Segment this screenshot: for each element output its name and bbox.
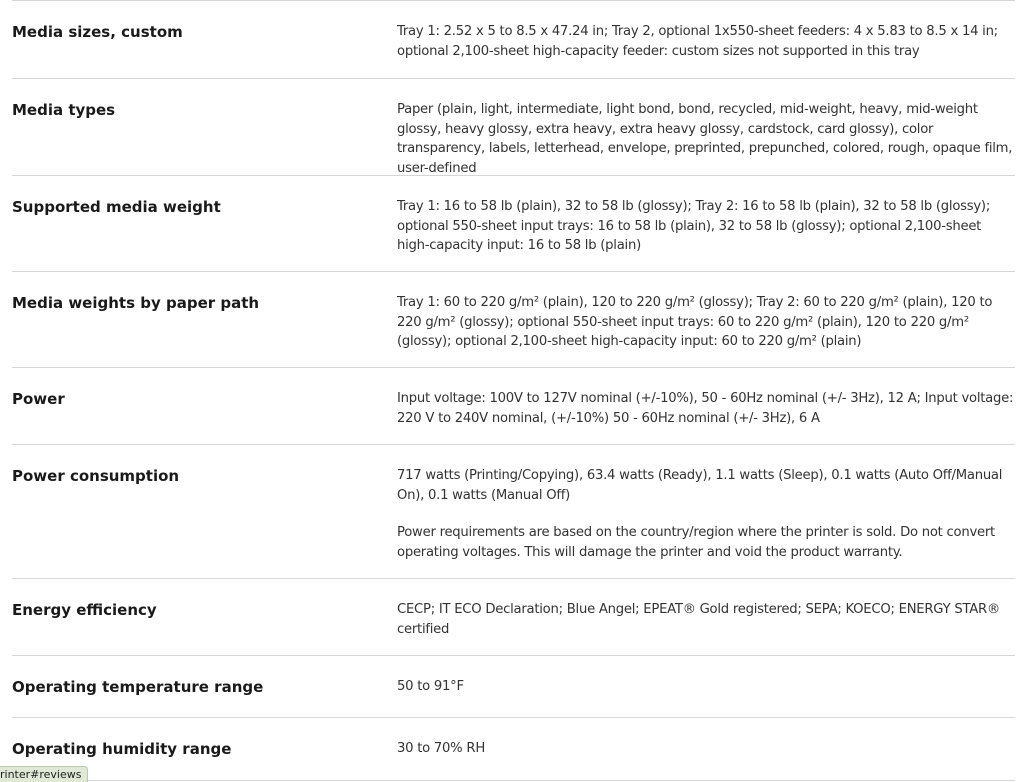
spec-row-power-consumption: [12, 445, 1015, 579]
specifications-table: [12, 0, 1015, 781]
spec-value-text: 30 to 70% RH: [397, 741, 485, 756]
link-status-url: rinter#reviews: [0, 766, 88, 782]
spec-row-operating-humidity-range: [12, 718, 1015, 781]
spec-label: Supported media weight: [12, 198, 221, 216]
spec-value: [397, 272, 1015, 367]
spec-label: Power: [12, 390, 65, 408]
spec-value: [397, 579, 1015, 655]
spec-row-media-sizes-custom: [12, 1, 1015, 79]
spec-row-media-weights-by-paper-path: [12, 272, 1015, 368]
spec-label: Power consumption: [12, 467, 180, 485]
spec-value-text: Paper (plain, light, intermediate, light bond, bond, recycled, mid-weight, heavy, mid-weight glossy, heavy glossy, extra heavy, extra heavy glossy, cardstock, card glossy), color transparency, labels, letterhead, envelope, preprinted, prepunched, colored, rough, opaque film, user-defined: [397, 102, 1013, 176]
spec-value-text: 50 to 91°F: [397, 679, 464, 694]
spec-value-text: 717 watts (Printing/Copying), 63.4 watts (Ready), 1.1 watts (Sleep), 0.1 watts (Auto Off/Manual On), 0.1 watts (Manual Off): [397, 468, 1003, 503]
spec-value: [397, 1, 1015, 78]
spec-row-energy-efficiency: [12, 579, 1015, 656]
spec-value: [397, 656, 1015, 717]
spec-value-text: Tray 1: 2.52 x 5 to 8.5 x 47.24 in; Tray 2, optional 1x550-sheet feeders: 4 x 5.83 to 8.5 x 14 in; optional 2,100-sheet high-capacity feeder: custom sizes not supported in this tray: [397, 24, 998, 59]
spec-label: Energy efficiency: [12, 601, 157, 619]
spec-row-media-types: [12, 79, 1015, 176]
spec-value-text: Tray 1: 16 to 58 lb (plain), 32 to 58 lb (glossy); Tray 2: 16 to 58 lb (plain), 32 to 58 lb (glossy); optional 550-sheet input trays: 16 to 58 lb (plain), 32 to 58 lb (glossy); optional 2,100-sheet high-capacity input: 16 to 58 lb (plain): [397, 199, 991, 254]
spec-value-text: Input voltage: 100V to 127V nominal (+/-10%), 50 - 60Hz nominal (+/- 3Hz), 12 A; Input voltage: 220 V to 240V nominal, (+/-10%) 50 - 60Hz nominal (+/- 3Hz), 6 A: [397, 391, 1014, 426]
spec-label: Media types: [12, 101, 116, 119]
spec-value: [397, 176, 1015, 271]
spec-label: Operating temperature range: [12, 678, 264, 696]
spec-value: [397, 368, 1015, 444]
spec-row-power: [12, 368, 1015, 445]
spec-value-note: Power requirements are based on the country/region where the printer is sold. Do not convert operating voltages. This will damage the printer and void the product warranty.: [397, 525, 995, 560]
spec-row-operating-temperature-range: [12, 656, 1015, 718]
spec-value: [397, 445, 1015, 578]
spec-value: [397, 718, 1015, 780]
spec-value-text: CECP; IT ECO Declaration; Blue Angel; EPEAT® Gold registered; SEPA; KOECO; ENERGY STAR® certified: [397, 602, 1000, 637]
spec-row-supported-media-weight: [12, 176, 1015, 272]
spec-value-text: Tray 1: 60 to 220 g/m² (plain), 120 to 220 g/m² (glossy); Tray 2: 60 to 220 g/m² (plain), 120 to 220 g/m² (glossy); optional 550-sheet input trays: 60 to 220 g/m² (plain), 120 to 220 g/m² (glossy); optional 2,100-sheet high-capacity input: 60 to 220 g/m² (plain): [397, 295, 993, 350]
spec-label: Media sizes, custom: [12, 23, 183, 41]
spec-value: [397, 79, 1015, 175]
spec-label: Media weights by paper path: [12, 294, 260, 312]
spec-label: Operating humidity range: [12, 740, 232, 758]
